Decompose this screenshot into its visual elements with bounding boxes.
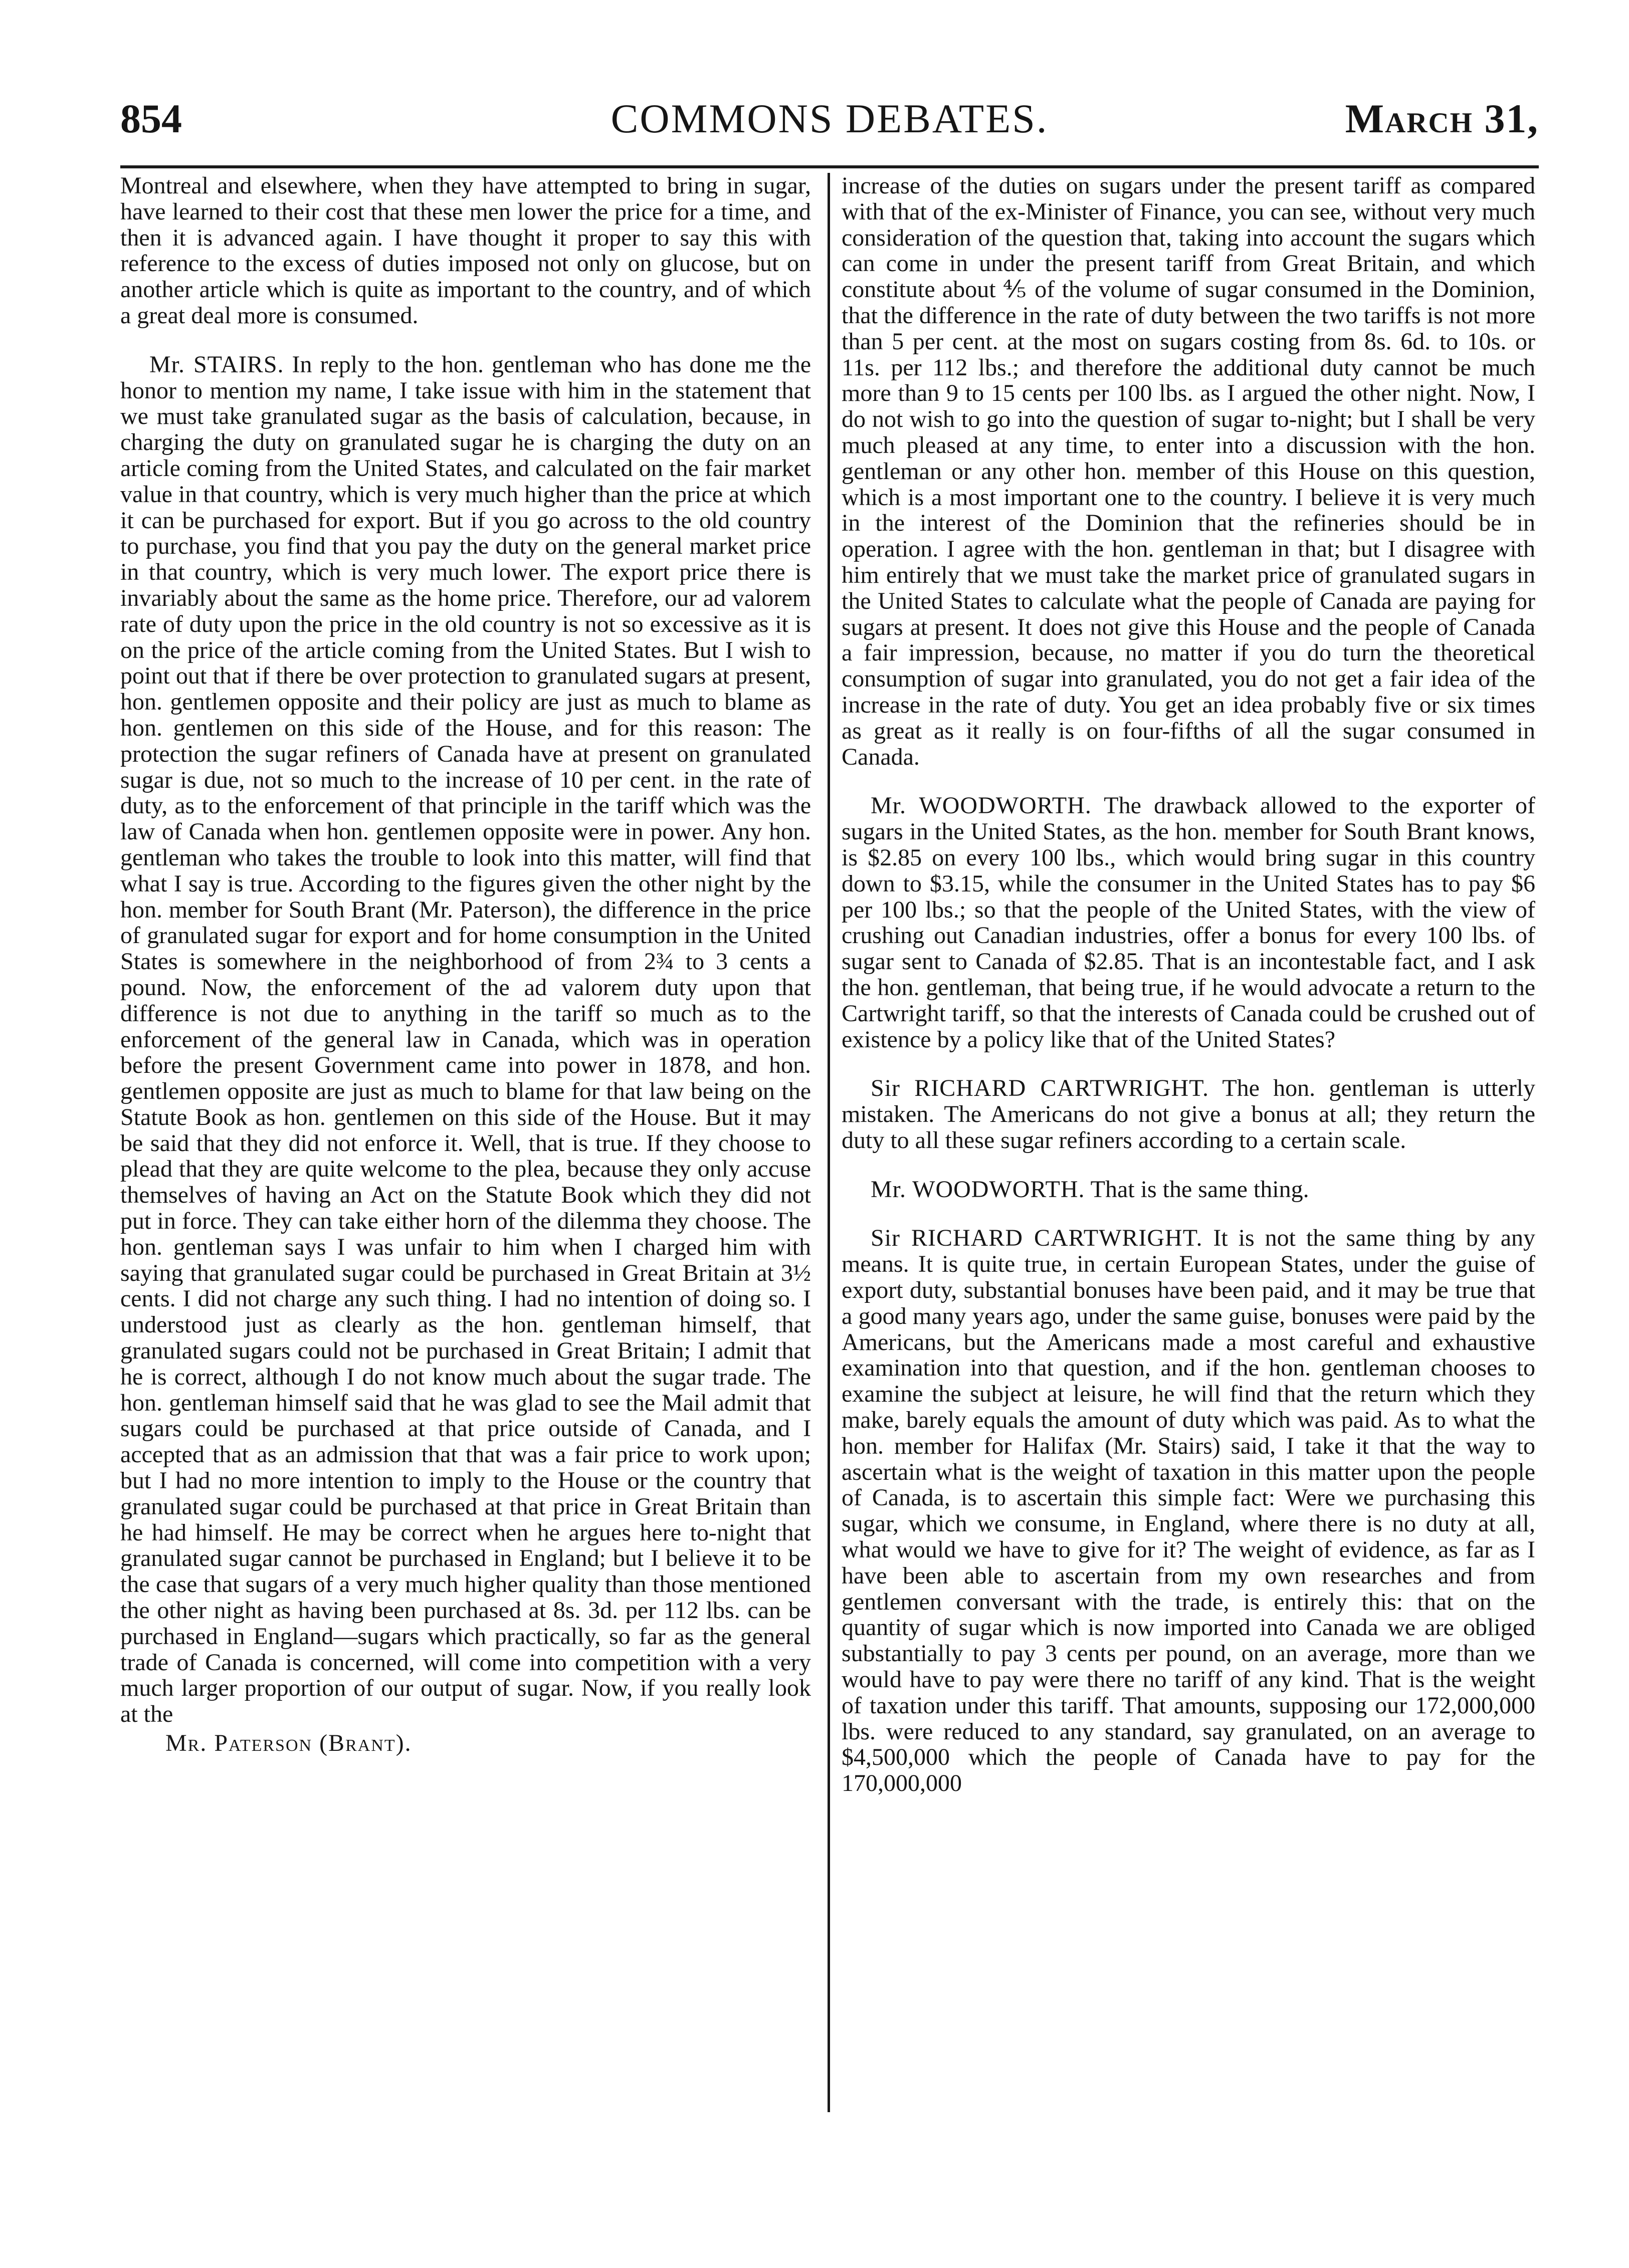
right-column (842, 173, 1535, 1820)
speech-text: It is not the same thing by any means. It is quite true, in certain European States, under the guise of export duty, substantial bonuses have been paid, and it may be true that a good many years ago, under the same guise, bonuses were paid by the Americans, but the Americans made a most careful and exhaustive examination into that question, and if the hon. gentleman chooses to examine the subject at leisure, he will find that the return which they make, barely equals the amount of duty which was paid. As to what the hon. member for Halifax (Mr. Stairs) said, I take it that the way to ascertain what is the weight of taxation in this matter upon the people of Canada, is to ascertain this simple fact: Were we purchasing this sugar, which we consume, in England, where there is no duty at all, what would we have to give for it? The weight of evidence, as far as I have been able to ascertain from my own researches and from gentlemen conversant with the trade, is entirely this: that on the quantity of sugar which is now imported into Canada we are obliged substantially to pay 3 cents per pound, on an average, more than we would have to pay were there no tariff of any kind. That is the weight of taxation under this tariff. That amounts, supposing our 172,000,000 lbs. were reduced to any standard, say granulated, on an average to $4,500,000 which the people of Canada have to pay for the 170,000,000 (842, 1225, 1535, 1797)
speaker-attribution: Mr. Paterson (Brant). (165, 1730, 412, 1757)
speaker-name: Sir RICHARD CARTWRIGHT. (871, 1225, 1203, 1252)
paragraph: increase of the duties on sugars under the present tariff as compared with that of the ex-Minister of Finance, you can see, without very much consideration of the question that, taking into account the sugars which can come in under the present tariff from Great Britain, and which constitute about ⅘ of the volume of sugar consumed in the Dominion, that the difference in the rate of duty between the two tariffs is not more than 5 per cent. at the most on sugars costing from 8s. 6d. to 10s. or 11s. per 112 lbs.; and therefore the additional duty cannot be much more than 9 to 15 cents per 100 lbs. as I argued the other night. Now, I do not wish to go into the question of sugar to-night; but I shall be very much pleased at any time, to enter into a discussion with the hon. gentleman or any other hon. member of this House on this question, which is a most important one to the country. I believe it is very much in the interest of the Dominion that the refineries should be in operation. I agree with the hon. gentleman in that; but I disagree with him entirely that we must take the market price of granulated sugars in the United States to calculate what the people of Canada are paying for sugars at present. It does not give this House and the people of Canada a fair impression, because, no matter if you do turn the theoretical consumption of sugar into granulated, you do not get a fair idea of the increase in the rate of duty. You get an idea probably five or six times as great as it really is on four-fifths of all the sugar consumed in Canada. (842, 172, 1535, 770)
journal-title: COMMONS DEBATES. (610, 96, 1049, 141)
speaker-name: Mr. WOODWORTH. (871, 792, 1092, 819)
speech-text: That is the same thing. (1090, 1176, 1309, 1203)
speech-cartwright (842, 1225, 1535, 1796)
header-rule (120, 165, 1539, 168)
speech-text: The hon. gentleman is utterly mistaken. The Americans do not give a bonus at all; they return the duty to all these sugar refiners according to a certain scale. (842, 1075, 1536, 1154)
speech-cartwright (842, 1075, 1535, 1153)
speaker-name: Mr. WOODWORTH. (871, 1176, 1085, 1203)
column-divider (828, 173, 830, 2112)
speech-stairs (120, 352, 811, 1727)
paragraph: Montreal and elsewhere, when they have attempted to bring in sugar, have learned to their cost that these men lower the price for a time, and then it is advanced again. I have thought it proper to say this with reference to the excess of duties imposed not only on glucose, but on another article which is quite as important to the country, and of which a great deal more is consumed. (120, 172, 811, 329)
page-header (120, 95, 1539, 160)
speech-woodworth (842, 1177, 1535, 1203)
speech-text: The drawback allowed to the exporter of sugars in the United States, as the hon. member for South Brant knows, is $2.85 on every 100 lbs., which would bring sugar in this country down to $3.15, while the consumer in the United States has to pay $6 per 100 lbs.; so that the people of the United States, with the view of crushing out Canadian industries, offer a bonus for every 100 lbs. of sugar sent to Canada of $2.85. That is an incontestable fact, and I ask the hon. gentleman, that being true, if he would advocate a return to the Cartwright tariff, so that the interests of Canada could be crushed out of existence by a policy like that of the United States? (842, 792, 1535, 1053)
page-date: March 31, (1345, 96, 1539, 141)
speech-text: In reply to the hon. gentleman who has done me the honor to mention my name, I take issue with him in the statement that we must take granulated sugar as the basis of calculation, because, in charging the duty on granulated sugar he is charging the duty on an article coming from the United States, and calculated on the fair market value in that country, which is very much higher than the price at which it can be purchased for export. But if you go across to the old country to purchase, you find that you pay the duty on the general market price in that country, which is very much lower. The export price there is invariably about the same as the home price. Therefore, our ad valorem rate of duty upon the price in the old country is not so excessive as it is on the price of the article coming from the United States. But I wish to point out that if there be over protection to granulated sugars at present, hon. gentlemen opposite and their policy are just as much to blame as hon. gentlemen on this side of the House, and for this reason: The protection the sugar refiners of Canada have at present on granulated sugar is due, not so much to the increase of 10 per cent. in the rate of duty, as to the enforcement of that principle in the tariff which was the law of Canada when hon. gentlemen opposite were in power. Any hon. gentleman who takes the trouble to look into this matter, will find that what I say is true. According to the figures given the other night by the hon. member for South Brant (Mr. Paterson), the difference in the price of granulated sugar for export and for home consumption in the United States is somewhere in the neighborhood of from 2¾ to 3 cents a pound. Now, the enforcement of the ad valorem duty upon that difference is not due to anything in the tariff so much as to the enforcement of the general law in Canada, which was in operation before the present Government came into power in 1878, and hon. gentlemen opposite are just as much to blame for that law being on the Statute Book as hon. gentlemen on this side of the House. But it may be said that they did not enforce it. Well, that is true. If they choose to plead that they are quite welcome to the plea, because they only accuse themselves of having an Act on the Statute Book which they did not put in force. They can take either horn of the dilemma they choose. The hon. gentleman says I was unfair to him when I charged him with saying that granulated sugar could be purchased in Great Britain at 3½ cents. I did not charge any such thing. I had no intention of doing so. I understood just as clearly as the hon. gentleman himself, that granulated sugars could not be purchased in Great Britain; I admit that he is correct, although I do not know much about the sugar trade. The hon. gentleman himself said that he was glad to see the Mail admit that sugars could be purchased at that price outside of Canada, and I accepted that as an admission that that was a fair price to work upon; but I had no more intention to imply to the House or the country that granulated sugar could be purchased at that price in Great Britain than he had himself. He may be correct when he argues here to-night that granulated sugar cannot be purchased in England; but I believe it to be the case that sugars of a very much higher quality than those mentioned the other night as having been purchased at 8s. 3d. per 112 lbs. can be purchased in England—sugars which practically, so far as the general trade of Canada is concerned, will come into competition with a very much larger proportion of our output of sugar. Now, if you really look at the (120, 351, 811, 1728)
speech-woodworth (842, 793, 1535, 1052)
left-column (120, 173, 811, 1756)
speaker-name: Mr. STAIRS. (149, 351, 284, 378)
page-number: 854 (120, 96, 182, 141)
speaker-name: Sir RICHARD CARTWRIGHT. (871, 1075, 1209, 1102)
